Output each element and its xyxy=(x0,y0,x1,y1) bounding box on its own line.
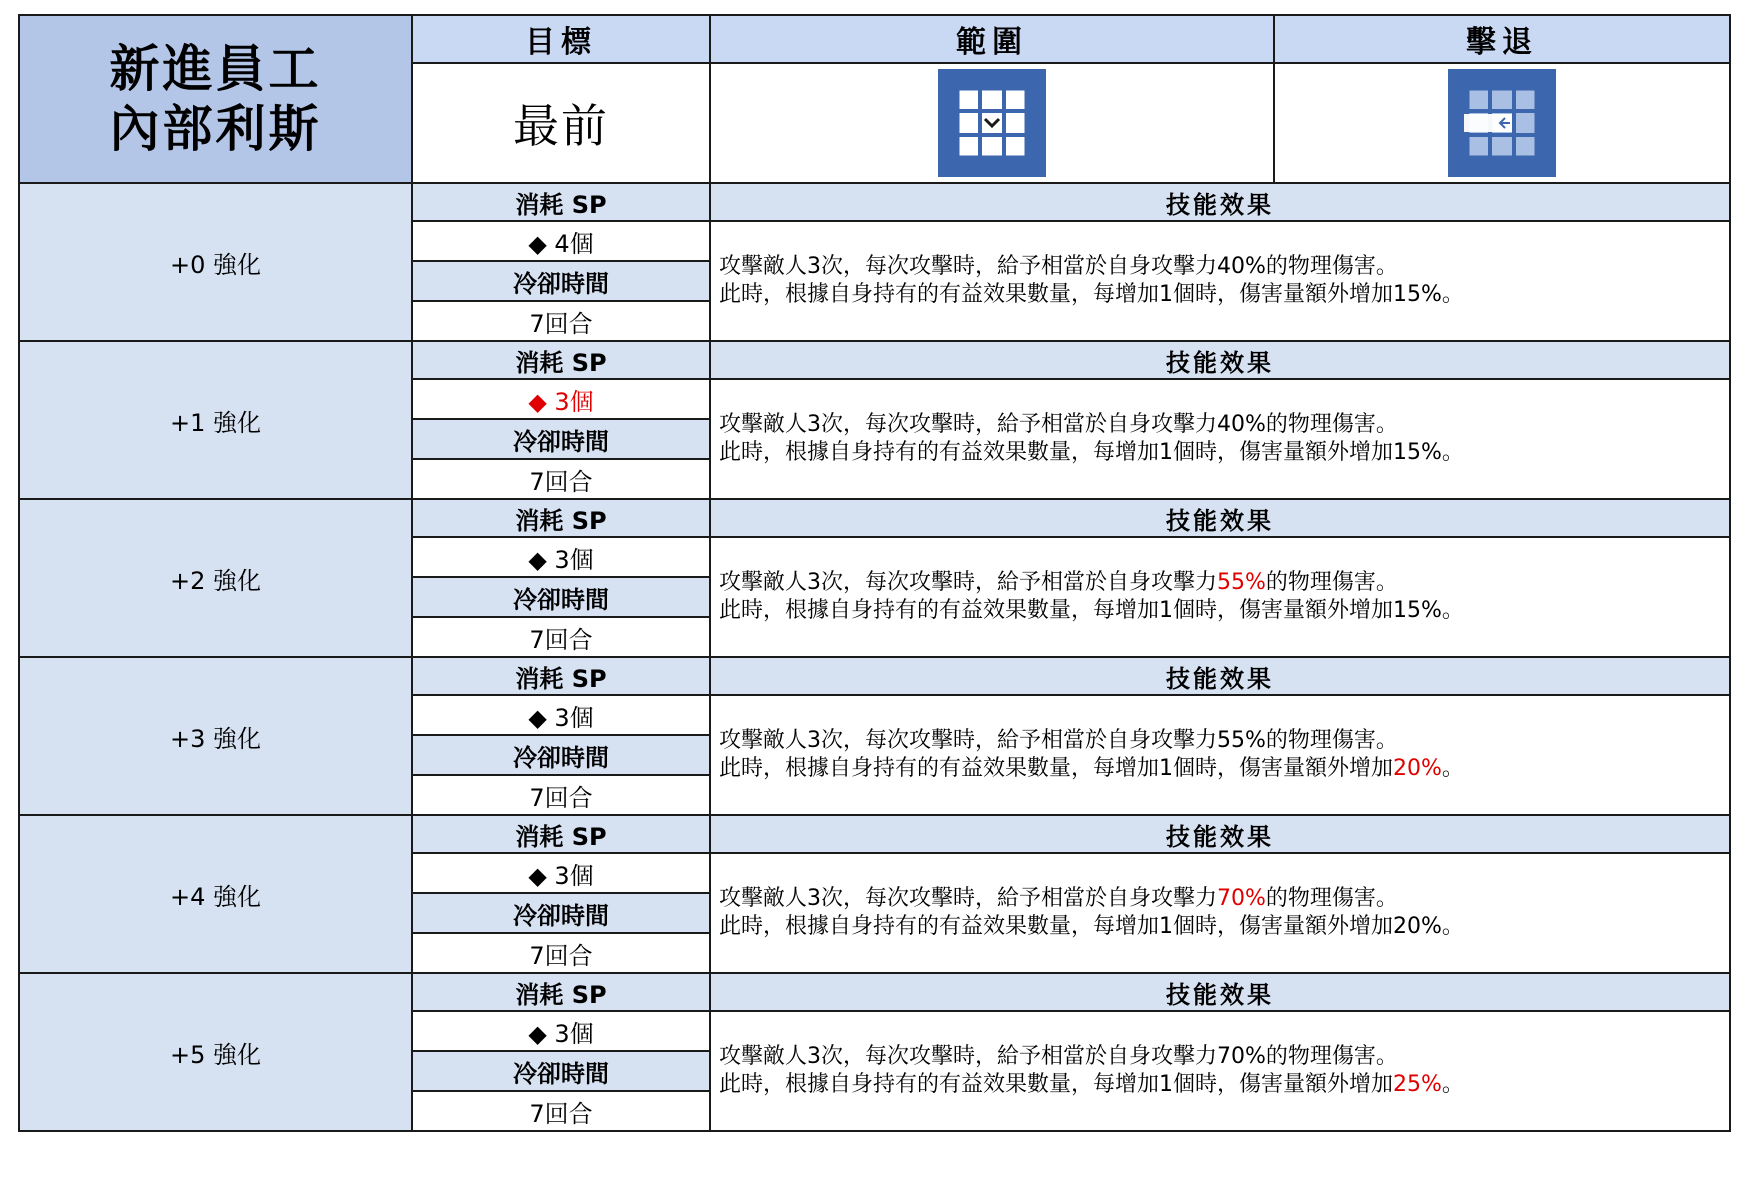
level-label: +5 強化 xyxy=(19,973,412,1131)
skill-effect-line2 xyxy=(719,755,1729,783)
effect-text-segment: 。 xyxy=(1441,1072,1464,1097)
grid-target-front-icon xyxy=(938,69,1046,177)
cooldown-value: 7回合 xyxy=(412,775,710,815)
character-name-line2: 內部利斯 xyxy=(109,100,322,158)
skill-effect-text xyxy=(710,379,1730,499)
effect-text-segment: 此時，根據自身持有的有益效果數量，每增加1個時，傷害量額外增加 xyxy=(719,1072,1393,1097)
effect-text-segment: 攻擊敵人3次，每次攻擊時，給予相當於自身攻擊力40%的物理傷害。 xyxy=(719,412,1398,437)
character-name xyxy=(19,15,412,183)
sp-cost-label: 消耗 SP xyxy=(412,499,710,537)
sp-cost-label: 消耗 SP xyxy=(412,341,710,379)
effect-text-segment: 此時，根據自身持有的有益效果數量，每增加1個時，傷害量額外增加 xyxy=(719,756,1393,781)
effect-text-segment: 的物理傷害。 xyxy=(1265,886,1398,911)
range-header: 範圍 xyxy=(710,15,1274,63)
skill-effect-header: 技能效果 xyxy=(710,341,1730,379)
cooldown-label: 冷卻時間 xyxy=(412,419,710,459)
sp-cost-value: ◆ 3個 xyxy=(412,379,710,419)
effect-text-segment: 攻擊敵人3次，每次攻擊時，給予相當於自身攻擊力55%的物理傷害。 xyxy=(719,728,1398,753)
skill-effect-line2 xyxy=(719,281,1729,309)
cooldown-label: 冷卻時間 xyxy=(412,261,710,301)
effect-text-segment: 此時，根據自身持有的有益效果數量，每增加1個時，傷害量額外增加20%。 xyxy=(719,914,1464,939)
skill-effect-line1 xyxy=(719,727,1729,755)
sp-cost-label: 消耗 SP xyxy=(412,815,710,853)
skill-effect-text xyxy=(710,221,1730,341)
effect-highlight-value: 70% xyxy=(1217,886,1266,911)
effect-highlight-value: 55% xyxy=(1217,570,1266,595)
sp-cost-value: ◆ 3個 xyxy=(412,1011,710,1051)
effect-text-segment: 攻擊敵人3次，每次攻擊時，給予相當於自身攻擊力40%的物理傷害。 xyxy=(719,254,1398,279)
sp-cost-value: ◆ 4個 xyxy=(412,221,710,261)
cooldown-value: 7回合 xyxy=(412,1091,710,1131)
knockback-cell xyxy=(1274,63,1730,183)
level-label: +1 強化 xyxy=(19,341,412,499)
skill-effect-text xyxy=(710,853,1730,973)
grid-knockback-arrow-icon xyxy=(1448,69,1556,177)
skill-effect-line2 xyxy=(719,1071,1729,1099)
skill-effect-line1 xyxy=(719,885,1729,913)
character-name-line1: 新進員工 xyxy=(109,40,322,98)
effect-text-segment: 的物理傷害。 xyxy=(1265,570,1398,595)
sp-cost-value: ◆ 3個 xyxy=(412,853,710,893)
skill-effect-line2 xyxy=(719,439,1729,467)
skill-effect-text xyxy=(710,537,1730,657)
skill-effect-line1 xyxy=(719,253,1729,281)
cooldown-label: 冷卻時間 xyxy=(412,893,710,933)
skill-effect-line1 xyxy=(719,569,1729,597)
effect-highlight-value: 25% xyxy=(1393,1072,1442,1097)
cooldown-label: 冷卻時間 xyxy=(412,1051,710,1091)
cooldown-value: 7回合 xyxy=(412,459,710,499)
skill-effect-text xyxy=(710,1011,1730,1131)
sp-cost-label: 消耗 SP xyxy=(412,973,710,1011)
cooldown-value: 7回合 xyxy=(412,301,710,341)
effect-highlight-value: 20% xyxy=(1393,756,1442,781)
effect-text-segment: 。 xyxy=(1441,756,1464,781)
sp-cost-label: 消耗 SP xyxy=(412,183,710,221)
skill-effect-line1 xyxy=(719,411,1729,439)
skill-effect-header: 技能效果 xyxy=(710,499,1730,537)
cooldown-value: 7回合 xyxy=(412,617,710,657)
sp-cost-value: ◆ 3個 xyxy=(412,537,710,577)
skill-effect-text xyxy=(710,695,1730,815)
sp-cost-value: ◆ 3個 xyxy=(412,695,710,735)
skill-effect-header: 技能效果 xyxy=(710,973,1730,1011)
effect-text-segment: 此時，根據自身持有的有益效果數量，每增加1個時，傷害量額外增加15%。 xyxy=(719,282,1464,307)
effect-text-segment: 攻擊敵人3次，每次攻擊時，給予相當於自身攻擊力 xyxy=(719,886,1217,911)
skill-table xyxy=(18,14,1731,1132)
skill-effect-line1 xyxy=(719,1043,1729,1071)
effect-text-segment: 攻擊敵人3次，每次攻擊時，給予相當於自身攻擊力70%的物理傷害。 xyxy=(719,1044,1398,1069)
range-cell xyxy=(710,63,1274,183)
level-label: +2 強化 xyxy=(19,499,412,657)
skill-effect-line2 xyxy=(719,597,1729,625)
effect-text-segment: 此時，根據自身持有的有益效果數量，每增加1個時，傷害量額外增加15%。 xyxy=(719,598,1464,623)
skill-effect-line2 xyxy=(719,913,1729,941)
target-header: 目標 xyxy=(412,15,710,63)
cooldown-label: 冷卻時間 xyxy=(412,577,710,617)
sp-cost-label: 消耗 SP xyxy=(412,657,710,695)
effect-text-segment: 攻擊敵人3次，每次攻擊時，給予相當於自身攻擊力 xyxy=(719,570,1217,595)
effect-text-segment: 此時，根據自身持有的有益效果數量，每增加1個時，傷害量額外增加15%。 xyxy=(719,440,1464,465)
target-value: 最前 xyxy=(412,63,710,183)
skill-effect-header: 技能效果 xyxy=(710,183,1730,221)
level-label: +4 強化 xyxy=(19,815,412,973)
level-label: +3 強化 xyxy=(19,657,412,815)
skill-effect-header: 技能效果 xyxy=(710,657,1730,695)
knockback-header: 擊退 xyxy=(1274,15,1730,63)
cooldown-label: 冷卻時間 xyxy=(412,735,710,775)
level-label: +0 強化 xyxy=(19,183,412,341)
cooldown-value: 7回合 xyxy=(412,933,710,973)
skill-effect-header: 技能效果 xyxy=(710,815,1730,853)
